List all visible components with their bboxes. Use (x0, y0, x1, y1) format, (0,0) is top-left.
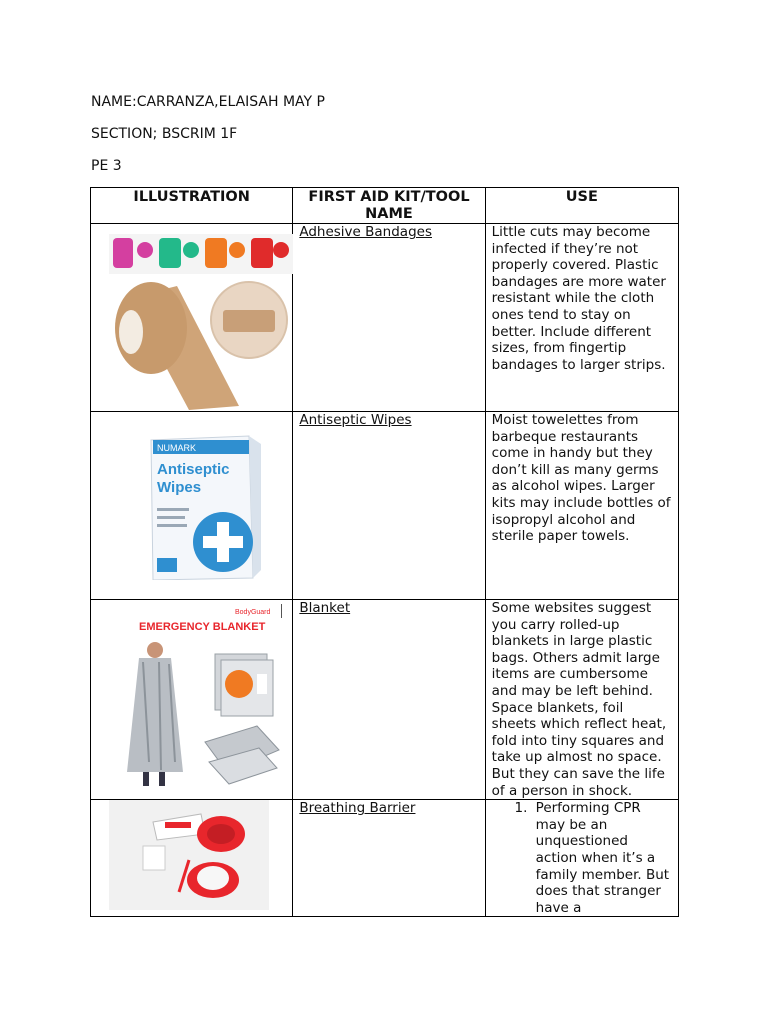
use-cell: Moist towelettes from barbeque restaurants come in handy but they don’t kill as many germs as alcohol wipes. Larger kits may include bottles of isopropyl alcohol and sterile paper towels. (485, 412, 678, 600)
blanket-title: EMERGENCY BLANKET (139, 621, 266, 633)
tool-name-cell (293, 412, 485, 600)
student-name: NAME:CARRANZA,ELAISAH MAY P (91, 94, 325, 110)
use-cell: Some websites suggest you carry rolled-up blankets in large plastic bags. Others admit large items are cumbersome and may be left behind. Space blankets, foil sheets which reflect heat, fold into tiny squares and take up almost no space. But they can save the life of a person in shock. (485, 600, 678, 800)
tool-name: Adhesive Bandages (299, 224, 432, 240)
tool-name-cell (293, 600, 485, 800)
table-row (91, 412, 679, 600)
tool-name: Breathing Barrier (299, 800, 416, 817)
col-header-name: FIRST AID KIT/TOOL NAME (293, 188, 485, 224)
course-line: PE 3 (91, 158, 122, 174)
use-cell: Little cuts may become infected if they’re not properly covered. Plastic bandages are more water resistant while the cloth ones tend to stay on better. Include different sizes, from fingertip bandages to larger strips. (485, 224, 678, 412)
antiseptic-wipes-image (143, 430, 263, 580)
illustration-cell (91, 224, 293, 412)
tool-name-cell (293, 224, 485, 412)
adhesive-bandage-image (109, 228, 293, 410)
emergency-blanket-image (109, 602, 291, 792)
table-row (91, 600, 679, 800)
table-header-row (91, 188, 679, 224)
breathing-barrier-image (109, 800, 269, 910)
illustration-cell (91, 600, 293, 800)
illustration-cell (91, 800, 293, 917)
section-line: SECTION; BSCRIM 1F (91, 126, 238, 142)
wipes-title-2: Wipes (157, 479, 202, 496)
table-row (91, 224, 679, 412)
col-header-illustration: ILLUSTRATION (91, 188, 293, 224)
tool-name: Antiseptic Wipes (299, 412, 412, 428)
col-header-use: USE (485, 188, 678, 224)
tool-name-cell (293, 800, 485, 917)
wipes-title-1: Antiseptic (157, 461, 230, 478)
first-aid-table (90, 187, 679, 917)
wipes-brand: NUMARK (157, 443, 197, 453)
use-list-item: 1. Performing CPR may be an unquestioned action when it’s a family member. But does that stranger have a (532, 800, 672, 916)
illustration-cell (91, 412, 293, 600)
svg-text:BodyGuard: BodyGuard (235, 609, 271, 616)
table-row (91, 800, 679, 917)
tool-name: Blanket (299, 600, 351, 616)
use-cell (485, 800, 678, 917)
